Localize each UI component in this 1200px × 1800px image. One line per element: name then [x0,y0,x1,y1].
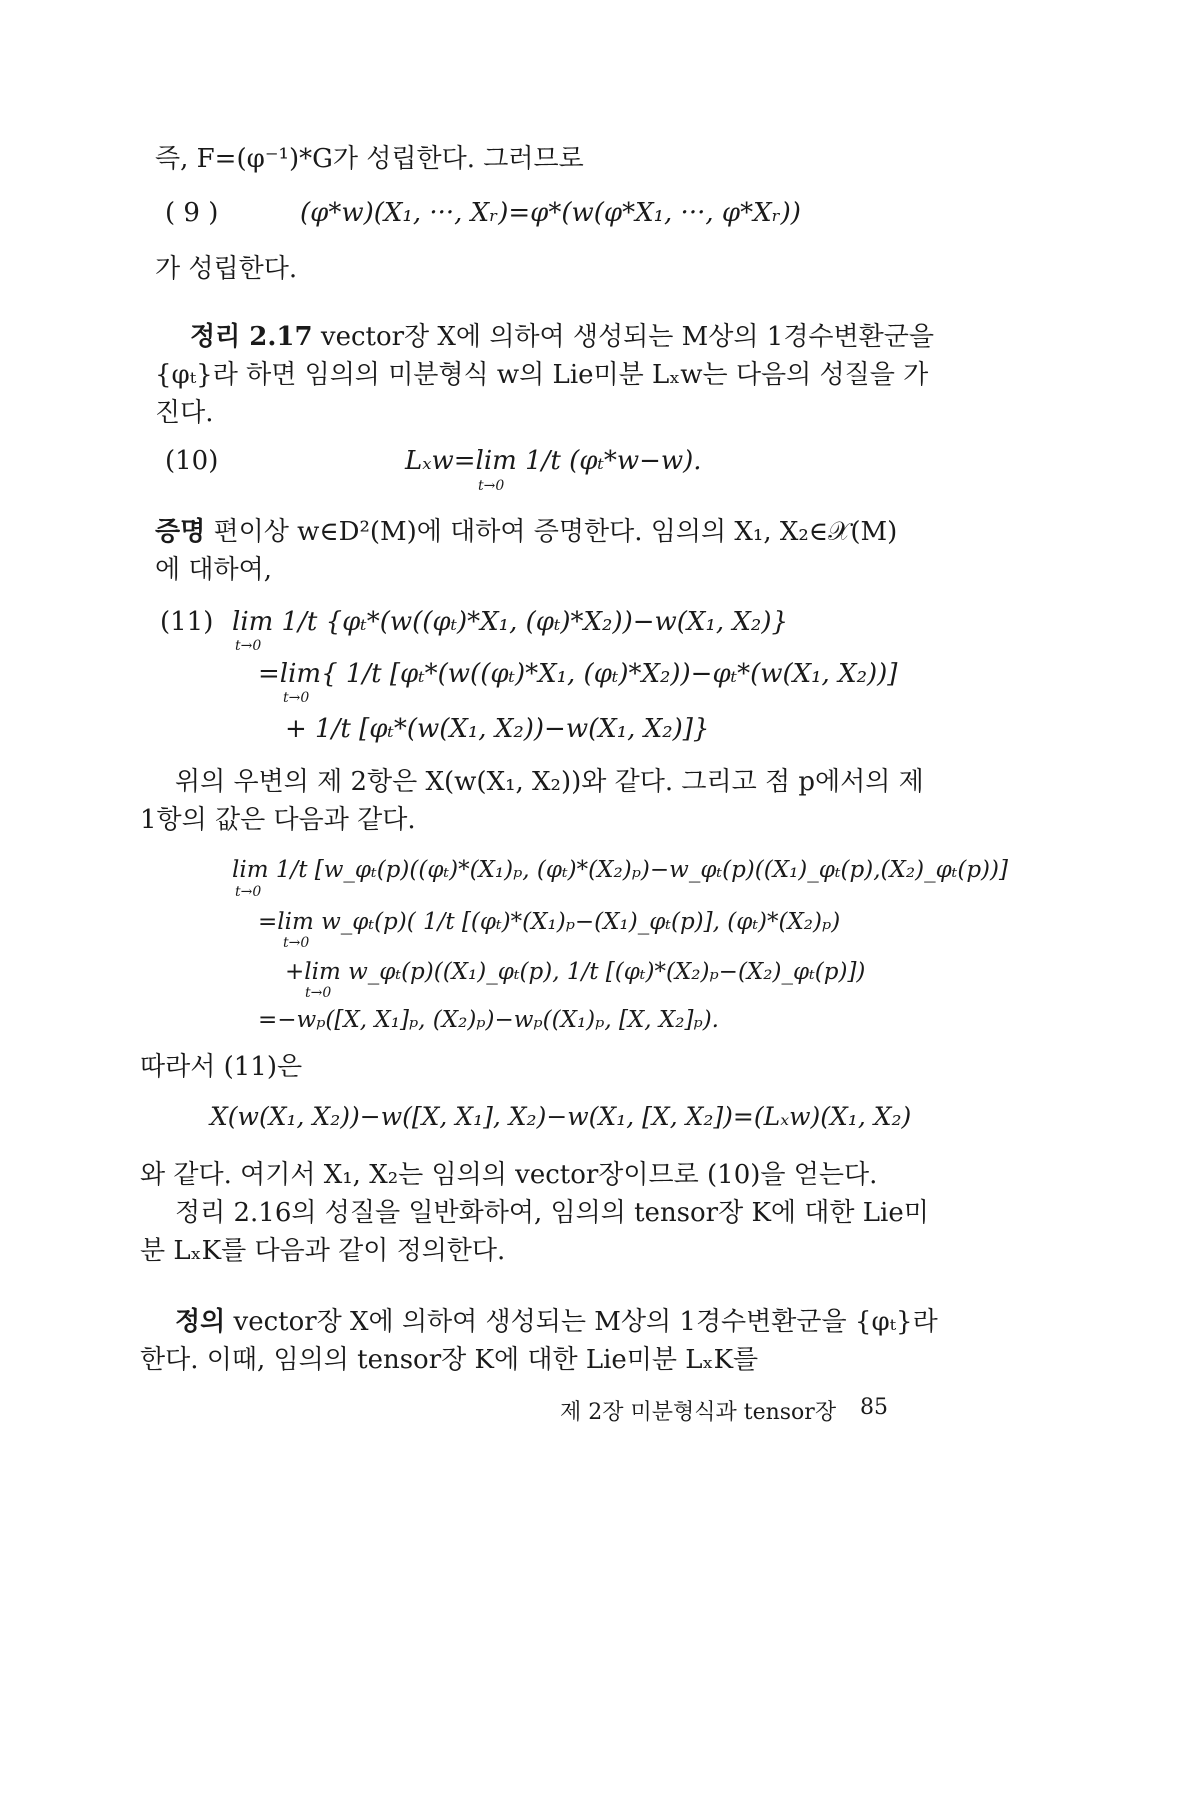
definition-label: 정의 [175,1307,226,1337]
definition-text: 한다. 이때, 임의의 tensor장 K에 대한 Lie미분 LₓK를 [140,1345,759,1375]
proof-label: 증명 [155,517,206,547]
limit-subscript: t→0 [478,478,505,494]
theorem-text: vector장 X에 의하여 생성되는 M상의 1경수변환군을 [320,322,935,352]
proof-line [155,515,897,549]
text-line: 와 같다. 여기서 X₁, X₂는 임의의 vector장이므로 (10)을 얻는다. [140,1160,878,1190]
equation-13: X(w(X₁, X₂))−w([X, X₁], X₂)−w(X₁, [X, X₂])=(Lₓw)(X₁, X₂) [210,1102,912,1131]
limit-subscript: t→0 [283,690,310,706]
equation-line: =−wₚ([X, X₁]ₚ, (X₂)ₚ)−wₚ((X₁)ₚ, [X, X₂]ₚ). [258,1007,719,1033]
limit-subscript: t→0 [283,935,310,951]
limit-subscript: t→0 [235,884,262,900]
equation-line: lim 1/t [w_φₜ(p)((φₜ)*(X₁)ₚ, (φₜ)*(X₂)ₚ)−w_φₜ(p)((X₁)_φₜ(p),(X₂)_φₜ(p))] [232,857,1008,883]
definition-line [175,1305,938,1339]
theorem-text: 진다. [155,398,214,428]
text-line: 정리 2.16의 성질을 일반화하여, 임의의 tensor장 K에 대한 Lie미 [175,1198,929,1228]
theorem-text: {φₜ}라 하면 임의의 미분형식 w의 Lie미분 Lₓw는 다음의 성질을 가 [155,360,929,390]
text-line: 즉, F=(φ⁻¹)*G가 성립한다. 그러므로 [155,144,584,174]
equation-number: (10) [165,446,219,476]
running-footer: 제 2장 미분형식과 tensor장 [560,1400,837,1425]
equation-11-line: =lim{ 1/t [φₜ*(w((φₜ)*X₁, (φₜ)*X₂))−φₜ*(w(X₁, X₂))] [258,659,898,689]
equation-9: (φ*w)(X₁, ···, Xᵣ)=φ*(w(φ*X₁, ···, φ*Xᵣ)) [300,198,801,228]
theorem-line [190,320,934,354]
limit-subscript: t→0 [235,638,262,654]
page-number: 85 [860,1395,888,1420]
text-line: 가 성립한다. [155,254,298,284]
equation-number: (11) [160,607,214,637]
proof-text: 편이상 w∈D²(M)에 대하여 증명한다. 임의의 X₁, X₂∈𝒳(M) [213,517,898,547]
text-line: 위의 우변의 제 2항은 X(w(X₁, X₂))와 같다. 그리고 점 p에서의 제 [175,767,924,797]
text-line: 1항의 값은 다음과 같다. [140,805,416,835]
equation-line: +lim w_φₜ(p)((X₁)_φₜ(p), 1/t [(φₜ)*(X₂)ₚ−(X₂)_φₜ(p)]) [285,959,866,985]
definition-text: vector장 X에 의하여 생성되는 M상의 1경수변환군을 {φₜ}라 [233,1307,938,1337]
text-line: 따라서 (11)은 [140,1052,303,1082]
theorem-label: 정리 2.17 [190,322,313,352]
equation-number: ( 9 ) [165,198,219,228]
text-line: 분 LₓK를 다음과 같이 정의한다. [140,1236,506,1266]
equation-11-line: + 1/t [φₜ*(w(X₁, X₂))−w(X₁, X₂)]} [285,714,710,744]
equation-10: Lₓw=lim 1/t (φₜ*w−w). [405,446,702,476]
equation-line: =lim w_φₜ(p)( 1/t [(φₜ)*(X₁)ₚ−(X₁)_φₜ(p)], (φₜ)*(X₂)ₚ) [258,909,841,935]
limit-subscript: t→0 [305,985,332,1001]
equation-11-line: lim 1/t {φₜ*(w((φₜ)*X₁, (φₜ)*X₂))−w(X₁, X₂)} [232,607,789,637]
proof-text: 에 대하여, [155,555,272,585]
